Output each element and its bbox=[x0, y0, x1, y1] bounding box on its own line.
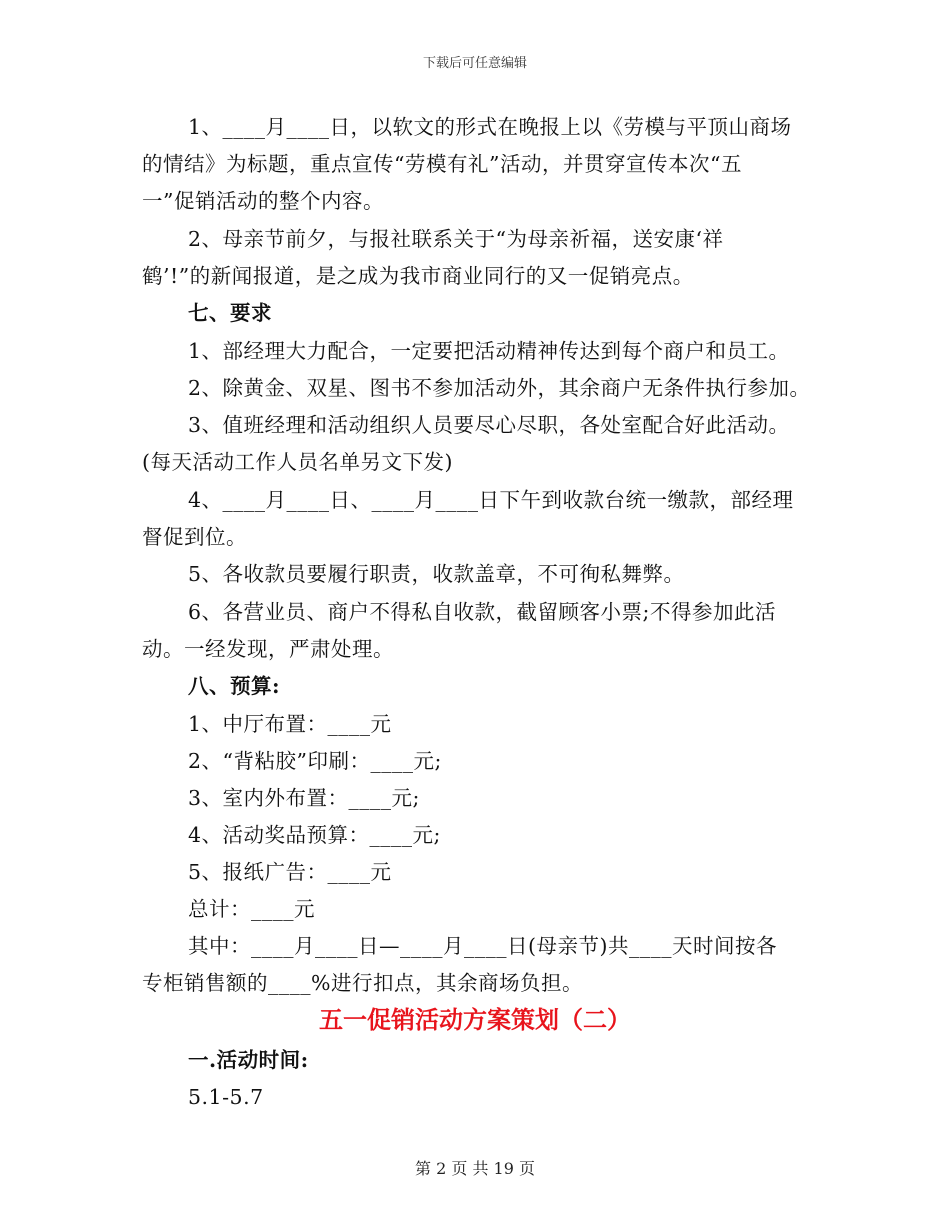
paragraph-line: 6、各营业员、商户不得私自收款，截留顾客小票;不得参加此活 bbox=[188, 600, 776, 624]
paragraph-line: 督促到位。 bbox=[142, 525, 247, 549]
paragraph-line: 1、部经理大力配合，一定要把活动精神传达到每个商户和员工。 bbox=[188, 339, 790, 363]
budget-line: 1、中厅布置：____元 bbox=[188, 712, 392, 736]
section-heading: 一.活动时间: bbox=[188, 1048, 309, 1072]
page-header: 下载后可任意编辑 bbox=[422, 56, 527, 71]
paragraph-line: 其中：____月____日—____月____日(母亲节)共____天时间按各 bbox=[188, 934, 777, 958]
paragraph-line: (每天活动工作人员名单另文下发) bbox=[142, 450, 453, 474]
page-footer: 第 2 页 共 19 页 bbox=[415, 1159, 535, 1178]
paragraph-line: 1、____月____日，以软文的形式在晚报上以《劳模与平顶山商场 bbox=[188, 115, 792, 139]
paragraph-line: 3、值班经理和活动组织人员要尽心尽职，各处室配合好此活动。 bbox=[188, 413, 790, 437]
paragraph-line: 一”促销活动的整个内容。 bbox=[142, 189, 384, 213]
paragraph-line: 动。一经发现，严肃处理。 bbox=[142, 637, 394, 661]
paragraph-line: 5.1-5.7 bbox=[188, 1085, 264, 1109]
paragraph-line: 鹤’!”的新闻报道，是之成为我市商业同行的又一促销亮点。 bbox=[142, 264, 694, 288]
budget-line: 2、“背粘胶”印刷：____元; bbox=[188, 749, 442, 773]
budget-line: 5、报纸广告：____元 bbox=[188, 860, 392, 884]
budget-line: 4、活动奖品预算：____元; bbox=[188, 823, 441, 847]
paragraph-line: 4、____月____日、____月____日下午到收款台统一缴款，部经理 bbox=[188, 488, 794, 512]
paragraph-line: 的情结》为标题，重点宣传“劳模有礼”活动，并贯穿宣传本次“五 bbox=[142, 152, 742, 176]
paragraph-line: 2、除黄金、双星、图书不参加活动外，其余商户无条件执行参加。 bbox=[188, 376, 811, 400]
paragraph-line: 2、母亲节前夕，与报社联系关于“为母亲祈福，送安康‘祥 bbox=[188, 227, 724, 251]
budget-total: 总计：____元 bbox=[188, 897, 315, 921]
paragraph-line: 专柜销售额的____%进行扣点，其余商场负担。 bbox=[142, 971, 583, 995]
section-heading: 七、要求 bbox=[188, 301, 272, 325]
section-title: 五一促销活动方案策划（二） bbox=[319, 1005, 631, 1034]
section-heading: 八、预算: bbox=[188, 674, 281, 698]
paragraph-line: 5、各收款员要履行职责，收款盖章，不可徇私舞弊。 bbox=[188, 562, 685, 586]
budget-line: 3、室内外布置：____元; bbox=[188, 786, 420, 810]
